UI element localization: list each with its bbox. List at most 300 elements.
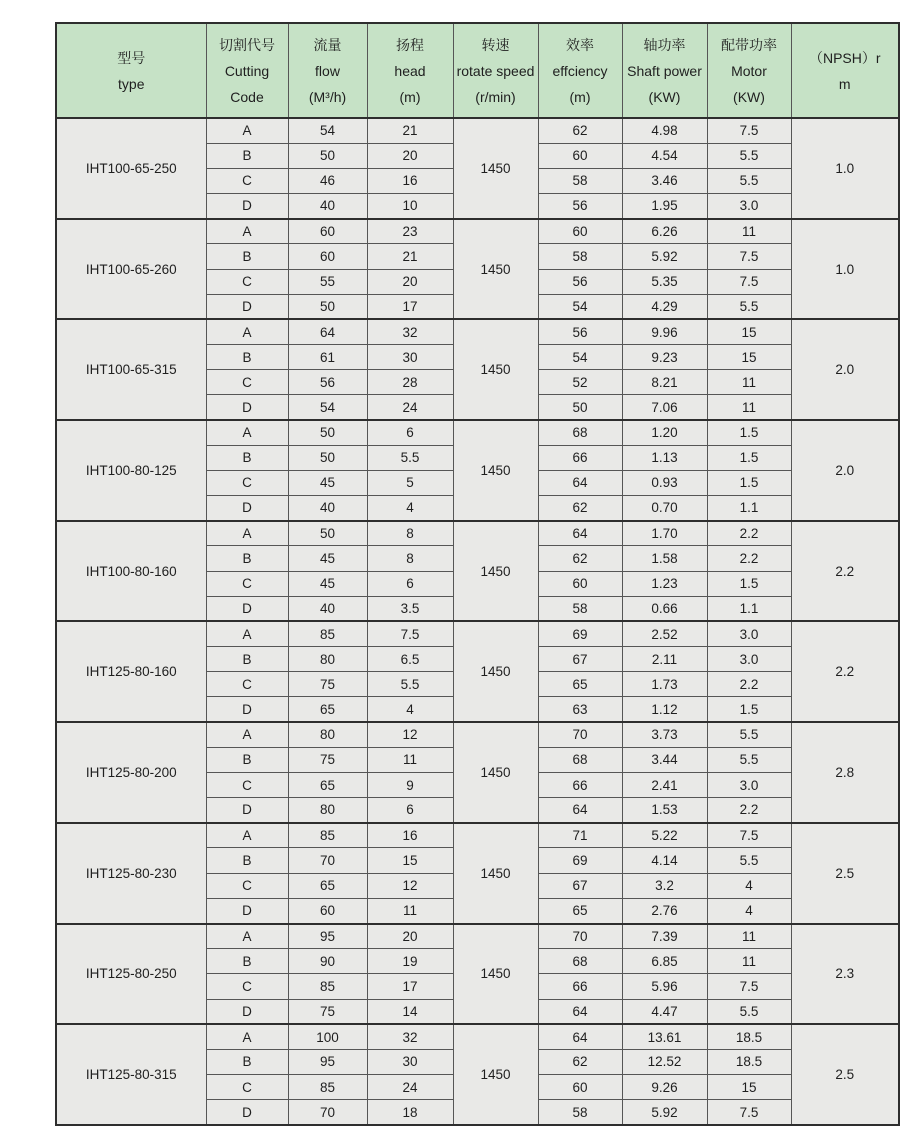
cutting-code-cell: B — [206, 345, 288, 370]
cutting-code-cell: B — [206, 848, 288, 873]
efficiency-cell: 60 — [538, 219, 622, 244]
efficiency-cell: 54 — [538, 345, 622, 370]
flow-cell: 50 — [288, 521, 367, 546]
flow-cell: 65 — [288, 697, 367, 722]
flow-cell: 75 — [288, 747, 367, 772]
head-cell: 11 — [367, 747, 453, 772]
cutting-code-cell: D — [206, 294, 288, 319]
cutting-code-cell: C — [206, 1075, 288, 1100]
head-cell: 18 — [367, 1100, 453, 1125]
head-cell: 21 — [367, 118, 453, 143]
col-header-npsh-line: m — [838, 75, 851, 92]
motor-cell: 2.2 — [707, 546, 791, 571]
shaft-power-cell: 4.47 — [622, 999, 707, 1024]
npsh-cell: 2.8 — [791, 722, 899, 823]
head-cell: 20 — [367, 924, 453, 949]
cutting-code-cell: D — [206, 898, 288, 923]
cutting-code-cell: B — [206, 949, 288, 974]
motor-cell: 3.0 — [707, 647, 791, 672]
cutting-code-cell: D — [206, 596, 288, 621]
table-row — [56, 521, 899, 546]
table-row — [56, 924, 899, 949]
header-row — [56, 23, 899, 118]
shaft-power-cell: 12.52 — [622, 1049, 707, 1074]
motor-cell: 15 — [707, 345, 791, 370]
head-cell: 32 — [367, 1024, 453, 1049]
motor-cell: 3.0 — [707, 772, 791, 797]
model-cell: IHT125-80-200 — [56, 722, 206, 823]
motor-cell: 7.5 — [707, 1100, 791, 1125]
motor-cell: 15 — [707, 1075, 791, 1100]
efficiency-cell: 66 — [538, 772, 622, 797]
flow-cell: 46 — [288, 168, 367, 193]
npsh-cell: 1.0 — [791, 219, 899, 320]
motor-cell: 15 — [707, 319, 791, 344]
model-cell: IHT100-65-315 — [56, 319, 206, 420]
motor-cell: 5.5 — [707, 143, 791, 168]
motor-cell: 1.5 — [707, 445, 791, 470]
efficiency-cell: 58 — [538, 596, 622, 621]
shaft-power-cell: 4.54 — [622, 143, 707, 168]
efficiency-cell: 58 — [538, 168, 622, 193]
flow-cell: 85 — [288, 621, 367, 646]
efficiency-cell: 58 — [538, 244, 622, 269]
shaft-power-cell: 6.85 — [622, 949, 707, 974]
flow-cell: 100 — [288, 1024, 367, 1049]
rotate-speed-cell: 1450 — [453, 823, 538, 924]
model-cell: IHT125-80-250 — [56, 924, 206, 1025]
motor-cell: 18.5 — [707, 1024, 791, 1049]
shaft-power-cell: 1.95 — [622, 194, 707, 219]
efficiency-cell: 69 — [538, 848, 622, 873]
efficiency-cell: 68 — [538, 949, 622, 974]
flow-cell: 55 — [288, 269, 367, 294]
flow-cell: 50 — [288, 294, 367, 319]
efficiency-cell: 52 — [538, 370, 622, 395]
cutting-code-cell: C — [206, 370, 288, 395]
motor-cell: 11 — [707, 370, 791, 395]
cutting-code-cell: D — [206, 194, 288, 219]
shaft-power-cell: 4.29 — [622, 294, 707, 319]
table-row — [56, 823, 899, 848]
head-cell: 4 — [367, 496, 453, 521]
motor-cell: 5.5 — [707, 722, 791, 747]
cutting-code-cell: C — [206, 470, 288, 495]
shaft-power-cell: 4.98 — [622, 118, 707, 143]
shaft-power-cell: 1.58 — [622, 546, 707, 571]
rotate-speed-cell: 1450 — [453, 924, 538, 1025]
cutting-code-cell: B — [206, 747, 288, 772]
shaft-power-cell: 5.92 — [622, 1100, 707, 1125]
shaft-power-cell: 1.12 — [622, 697, 707, 722]
head-cell: 3.5 — [367, 596, 453, 621]
rotate-speed-cell: 1450 — [453, 621, 538, 722]
col-header-flow-line: (M³/h) — [308, 88, 347, 105]
efficiency-cell: 64 — [538, 521, 622, 546]
cutting-code-cell: A — [206, 722, 288, 747]
head-cell: 19 — [367, 949, 453, 974]
shaft-power-cell: 13.61 — [622, 1024, 707, 1049]
efficiency-cell: 62 — [538, 1049, 622, 1074]
head-cell: 8 — [367, 521, 453, 546]
col-header-npsh — [791, 23, 899, 118]
shaft-power-cell: 0.93 — [622, 470, 707, 495]
motor-cell: 5.5 — [707, 848, 791, 873]
flow-cell: 70 — [288, 848, 367, 873]
npsh-cell: 2.0 — [791, 420, 899, 521]
head-cell: 12 — [367, 722, 453, 747]
col-header-rotate-speed-line: 转速 — [481, 36, 510, 53]
flow-cell: 85 — [288, 974, 367, 999]
model-cell: IHT125-80-230 — [56, 823, 206, 924]
col-header-efficiency-line: (m) — [569, 88, 591, 105]
head-cell: 7.5 — [367, 621, 453, 646]
col-header-type — [56, 23, 206, 118]
shaft-power-cell: 5.96 — [622, 974, 707, 999]
col-header-cutting-code-line: Code — [230, 88, 264, 105]
efficiency-cell: 50 — [538, 395, 622, 420]
efficiency-cell: 64 — [538, 999, 622, 1024]
head-cell: 23 — [367, 219, 453, 244]
model-cell: IHT100-65-260 — [56, 219, 206, 320]
flow-cell: 95 — [288, 924, 367, 949]
head-cell: 32 — [367, 319, 453, 344]
head-cell: 30 — [367, 345, 453, 370]
col-header-head-line: 扬程 — [396, 36, 424, 53]
efficiency-cell: 68 — [538, 420, 622, 445]
shaft-power-cell: 8.21 — [622, 370, 707, 395]
cutting-code-cell: C — [206, 974, 288, 999]
head-cell: 24 — [367, 1075, 453, 1100]
flow-cell: 45 — [288, 571, 367, 596]
cutting-code-cell: A — [206, 621, 288, 646]
flow-cell: 65 — [288, 873, 367, 898]
motor-cell: 5.5 — [707, 999, 791, 1024]
cutting-code-cell: D — [206, 496, 288, 521]
shaft-power-cell: 3.2 — [622, 873, 707, 898]
flow-cell: 85 — [288, 1075, 367, 1100]
motor-cell: 4 — [707, 873, 791, 898]
flow-cell: 90 — [288, 949, 367, 974]
head-cell: 6 — [367, 420, 453, 445]
head-cell: 16 — [367, 823, 453, 848]
motor-cell: 11 — [707, 219, 791, 244]
efficiency-cell: 65 — [538, 672, 622, 697]
flow-cell: 80 — [288, 798, 367, 823]
col-header-shaft-power-line: (KW) — [648, 88, 681, 105]
col-header-motor-line: (KW) — [733, 88, 765, 105]
rotate-speed-cell: 1450 — [453, 420, 538, 521]
npsh-cell: 2.5 — [791, 823, 899, 924]
motor-cell: 1.5 — [707, 571, 791, 596]
shaft-power-cell: 5.22 — [622, 823, 707, 848]
shaft-power-cell: 3.46 — [622, 168, 707, 193]
head-cell: 10 — [367, 194, 453, 219]
col-header-efficiency — [538, 23, 622, 118]
col-header-head-line: head — [394, 62, 426, 79]
flow-cell: 80 — [288, 647, 367, 672]
motor-cell: 7.5 — [707, 118, 791, 143]
head-cell: 20 — [367, 269, 453, 294]
motor-cell: 3.0 — [707, 194, 791, 219]
shaft-power-cell: 9.96 — [622, 319, 707, 344]
col-header-head-line: (m) — [399, 88, 421, 105]
cutting-code-cell: B — [206, 546, 288, 571]
table-row — [56, 1024, 899, 1049]
cutting-code-cell: A — [206, 1024, 288, 1049]
col-header-type-line: 型号 — [117, 49, 146, 66]
flow-cell: 60 — [288, 219, 367, 244]
rotate-speed-cell: 1450 — [453, 319, 538, 420]
col-header-efficiency-line: effciency — [552, 62, 608, 79]
npsh-cell: 2.5 — [791, 1024, 899, 1125]
cutting-code-cell: A — [206, 118, 288, 143]
col-header-flow — [288, 23, 367, 118]
flow-cell: 45 — [288, 470, 367, 495]
flow-cell: 50 — [288, 143, 367, 168]
table-row — [56, 722, 899, 747]
shaft-power-cell: 5.92 — [622, 244, 707, 269]
shaft-power-cell: 0.66 — [622, 596, 707, 621]
flow-cell: 50 — [288, 420, 367, 445]
motor-cell: 1.5 — [707, 697, 791, 722]
flow-cell: 85 — [288, 823, 367, 848]
efficiency-cell: 58 — [538, 1100, 622, 1125]
shaft-power-cell: 2.52 — [622, 621, 707, 646]
efficiency-cell: 62 — [538, 546, 622, 571]
cutting-code-cell: C — [206, 672, 288, 697]
flow-cell: 61 — [288, 345, 367, 370]
table-row — [56, 219, 899, 244]
head-cell: 20 — [367, 143, 453, 168]
flow-cell: 60 — [288, 244, 367, 269]
pump-spec-table — [55, 22, 900, 1126]
motor-cell: 18.5 — [707, 1049, 791, 1074]
shaft-power-cell: 3.73 — [622, 722, 707, 747]
motor-cell: 5.5 — [707, 747, 791, 772]
model-cell: IHT100-80-160 — [56, 521, 206, 622]
shaft-power-cell: 1.53 — [622, 798, 707, 823]
efficiency-cell: 56 — [538, 269, 622, 294]
rotate-speed-cell: 1450 — [453, 722, 538, 823]
flow-cell: 75 — [288, 999, 367, 1024]
head-cell: 16 — [367, 168, 453, 193]
model-cell: IHT100-65-250 — [56, 118, 206, 219]
col-header-head — [367, 23, 453, 118]
cutting-code-cell: A — [206, 924, 288, 949]
model-cell: IHT125-80-315 — [56, 1024, 206, 1125]
efficiency-cell: 62 — [538, 118, 622, 143]
cutting-code-cell: C — [206, 772, 288, 797]
col-header-motor-line: 配带功率 — [721, 36, 777, 53]
model-cell: IHT125-80-160 — [56, 621, 206, 722]
cutting-code-cell: A — [206, 521, 288, 546]
flow-cell: 75 — [288, 672, 367, 697]
cutting-code-cell: A — [206, 319, 288, 344]
motor-cell: 2.2 — [707, 798, 791, 823]
efficiency-cell: 60 — [538, 1075, 622, 1100]
efficiency-cell: 67 — [538, 873, 622, 898]
shaft-power-cell: 1.13 — [622, 445, 707, 470]
col-header-npsh-line: （NPSH）r — [808, 49, 881, 66]
motor-cell: 1.1 — [707, 496, 791, 521]
head-cell: 21 — [367, 244, 453, 269]
shaft-power-cell: 1.20 — [622, 420, 707, 445]
col-header-flow-line: 流量 — [313, 36, 342, 53]
motor-cell: 1.5 — [707, 470, 791, 495]
shaft-power-cell: 7.06 — [622, 395, 707, 420]
efficiency-cell: 64 — [538, 1024, 622, 1049]
cutting-code-cell: B — [206, 647, 288, 672]
cutting-code-cell: A — [206, 219, 288, 244]
head-cell: 24 — [367, 395, 453, 420]
table-row — [56, 118, 899, 143]
head-cell: 4 — [367, 697, 453, 722]
flow-cell: 95 — [288, 1049, 367, 1074]
cutting-code-cell: B — [206, 1049, 288, 1074]
motor-cell: 7.5 — [707, 974, 791, 999]
motor-cell: 11 — [707, 395, 791, 420]
shaft-power-cell: 3.44 — [622, 747, 707, 772]
motor-cell: 7.5 — [707, 244, 791, 269]
head-cell: 17 — [367, 974, 453, 999]
efficiency-cell: 67 — [538, 647, 622, 672]
motor-cell: 11 — [707, 949, 791, 974]
col-header-rotate-speed-line: (r/min) — [475, 88, 516, 105]
shaft-power-cell: 2.11 — [622, 647, 707, 672]
cutting-code-cell: C — [206, 571, 288, 596]
flow-cell: 80 — [288, 722, 367, 747]
col-header-type-line: type — [118, 75, 145, 92]
npsh-cell: 2.2 — [791, 621, 899, 722]
shaft-power-cell: 4.14 — [622, 848, 707, 873]
shaft-power-cell: 0.70 — [622, 496, 707, 521]
head-cell: 6 — [367, 571, 453, 596]
flow-cell: 65 — [288, 772, 367, 797]
cutting-code-cell: D — [206, 1100, 288, 1125]
efficiency-cell: 70 — [538, 924, 622, 949]
flow-cell: 40 — [288, 596, 367, 621]
model-cell: IHT100-80-125 — [56, 420, 206, 521]
npsh-cell: 2.0 — [791, 319, 899, 420]
shaft-power-cell: 2.41 — [622, 772, 707, 797]
efficiency-cell: 69 — [538, 621, 622, 646]
motor-cell: 2.2 — [707, 672, 791, 697]
cutting-code-cell: B — [206, 445, 288, 470]
col-header-efficiency-line: 效率 — [566, 36, 594, 53]
rotate-speed-cell: 1450 — [453, 521, 538, 622]
efficiency-cell: 71 — [538, 823, 622, 848]
col-header-rotate-speed-line: rotate speed — [456, 62, 535, 79]
efficiency-cell: 66 — [538, 445, 622, 470]
cutting-code-cell: D — [206, 697, 288, 722]
cutting-code-cell: A — [206, 823, 288, 848]
col-header-cutting-code-line: Cutting — [224, 62, 270, 79]
head-cell: 8 — [367, 546, 453, 571]
flow-cell: 60 — [288, 898, 367, 923]
cutting-code-cell: A — [206, 420, 288, 445]
cutting-code-cell: D — [206, 999, 288, 1024]
shaft-power-cell: 7.39 — [622, 924, 707, 949]
col-header-cutting-code-line: 切割代号 — [219, 36, 275, 53]
flow-cell: 45 — [288, 546, 367, 571]
motor-cell: 11 — [707, 924, 791, 949]
cutting-code-cell: C — [206, 168, 288, 193]
head-cell: 5.5 — [367, 672, 453, 697]
flow-cell: 56 — [288, 370, 367, 395]
shaft-power-cell: 9.26 — [622, 1075, 707, 1100]
flow-cell: 54 — [288, 395, 367, 420]
flow-cell: 54 — [288, 118, 367, 143]
cutting-code-cell: B — [206, 143, 288, 168]
head-cell: 6.5 — [367, 647, 453, 672]
motor-cell: 4 — [707, 898, 791, 923]
head-cell: 15 — [367, 848, 453, 873]
efficiency-cell: 60 — [538, 143, 622, 168]
efficiency-cell: 65 — [538, 898, 622, 923]
flow-cell: 40 — [288, 194, 367, 219]
npsh-cell: 2.3 — [791, 924, 899, 1025]
rotate-speed-cell: 1450 — [453, 219, 538, 320]
motor-cell: 1.5 — [707, 420, 791, 445]
motor-cell: 7.5 — [707, 823, 791, 848]
rotate-speed-cell: 1450 — [453, 1024, 538, 1125]
shaft-power-cell: 6.26 — [622, 219, 707, 244]
head-cell: 6 — [367, 798, 453, 823]
flow-cell: 40 — [288, 496, 367, 521]
efficiency-cell: 70 — [538, 722, 622, 747]
head-cell: 5.5 — [367, 445, 453, 470]
col-header-motor-line: Motor — [731, 62, 767, 79]
efficiency-cell: 60 — [538, 571, 622, 596]
npsh-cell: 1.0 — [791, 118, 899, 219]
head-cell: 17 — [367, 294, 453, 319]
col-header-shaft-power-line: 轴功率 — [643, 36, 686, 53]
head-cell: 14 — [367, 999, 453, 1024]
efficiency-cell: 63 — [538, 697, 622, 722]
cutting-code-cell: D — [206, 798, 288, 823]
efficiency-cell: 54 — [538, 294, 622, 319]
motor-cell: 5.5 — [707, 168, 791, 193]
col-header-cutting-code — [206, 23, 288, 118]
cutting-code-cell: D — [206, 395, 288, 420]
flow-cell: 70 — [288, 1100, 367, 1125]
head-cell: 12 — [367, 873, 453, 898]
col-header-shaft-power-line: Shaft power — [627, 62, 702, 79]
head-cell: 30 — [367, 1049, 453, 1074]
motor-cell: 1.1 — [707, 596, 791, 621]
motor-cell: 7.5 — [707, 269, 791, 294]
table-row — [56, 621, 899, 646]
motor-cell: 5.5 — [707, 294, 791, 319]
motor-cell: 2.2 — [707, 521, 791, 546]
shaft-power-cell: 1.70 — [622, 521, 707, 546]
efficiency-cell: 68 — [538, 747, 622, 772]
efficiency-cell: 66 — [538, 974, 622, 999]
table-row — [56, 420, 899, 445]
rotate-speed-cell: 1450 — [453, 118, 538, 219]
efficiency-cell: 62 — [538, 496, 622, 521]
head-cell: 5 — [367, 470, 453, 495]
cutting-code-cell: C — [206, 873, 288, 898]
shaft-power-cell: 2.76 — [622, 898, 707, 923]
efficiency-cell: 56 — [538, 319, 622, 344]
table-row — [56, 319, 899, 344]
motor-cell: 3.0 — [707, 621, 791, 646]
head-cell: 11 — [367, 898, 453, 923]
head-cell: 28 — [367, 370, 453, 395]
shaft-power-cell: 9.23 — [622, 345, 707, 370]
